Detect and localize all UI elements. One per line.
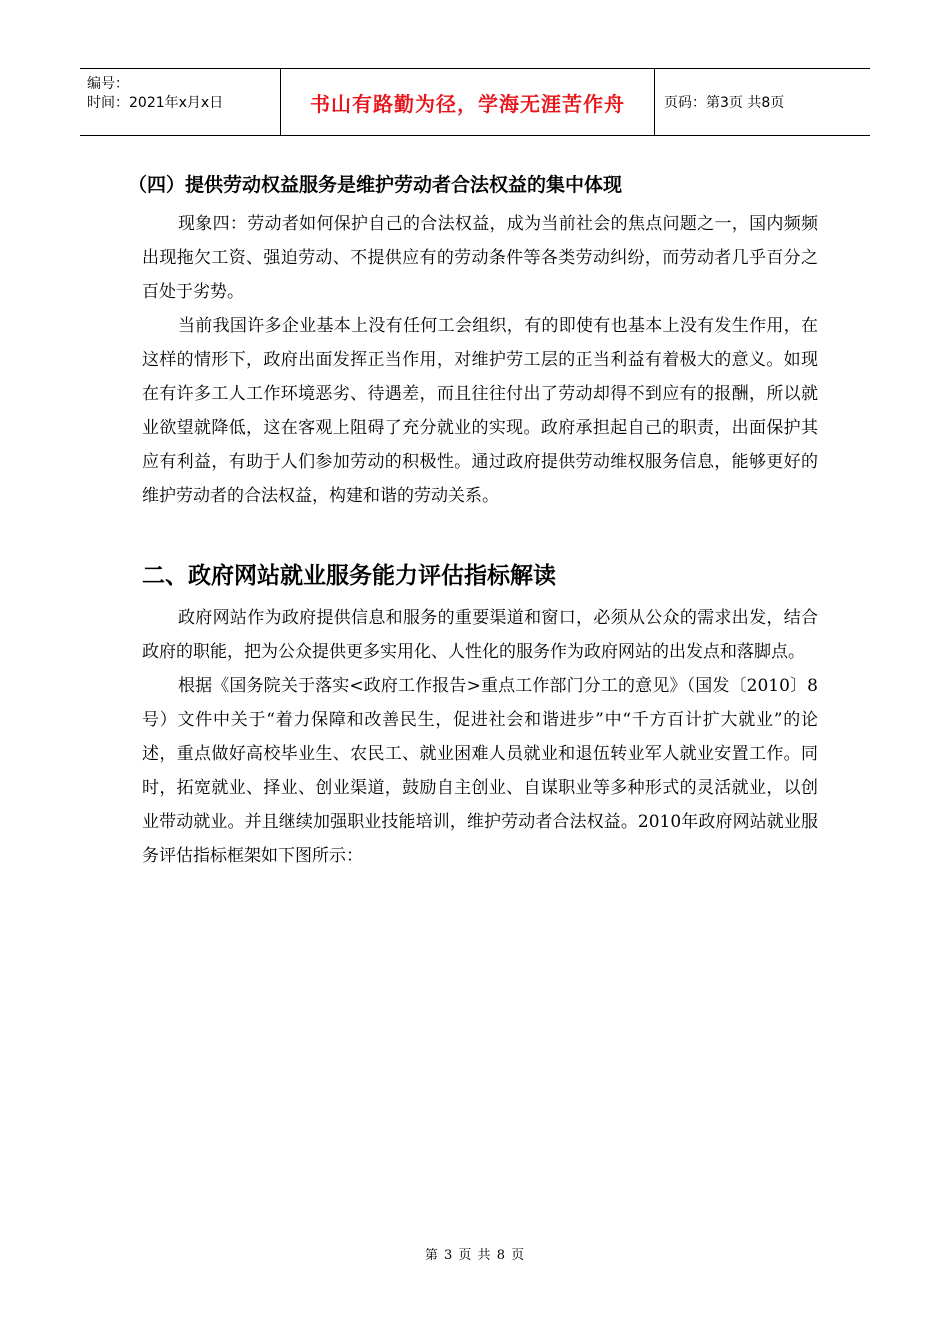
body-paragraph: 政府网站作为政府提供信息和服务的重要渠道和窗口，必须从公众的需求出发，结合政府的职能，把为公众提供更多实用化、人性化的服务作为政府网站的出发点和落脚点。 [142, 608, 818, 662]
section-subheading: （四）提供劳动权益服务是维护劳动者合法权益的集中体现 [128, 174, 623, 196]
header-motto: 书山有路勤为径，学海无涯苦作舟 [281, 69, 655, 135]
body-paragraph: 现象四：劳动者如何保护自己的合法权益，成为当前社会的焦点问题之一，国内频频出现拖欠工资、强迫劳动、不提供应有的劳动条件等各类劳动纠纷，而劳动者几乎百分之百处于劣势。 [142, 214, 818, 302]
page-footer: 第 3 页 共 8 页 [424, 1248, 526, 1263]
document-date-label: 时间：2021年x月x日 [87, 95, 224, 111]
header-page-info: 页码：第3页 共8页 [664, 95, 785, 111]
chapter-heading: 二、政府网站就业服务能力评估指标解读 [142, 563, 556, 589]
body-paragraph: 当前我国许多企业基本上没有任何工会组织，有的即使有也基本上没有发生作用，在这样的情形下，政府出面发挥正当作用，对维护劳工层的正当利益有着极大的意义。如现在有许多工人工作环境恶劣、待遇差，而且往往付出了劳动却得不到应有的报酬，所以就业欲望就降低，这在客观上阻碍了充分就业的实现。政府承担起自己的职责，出面保护其应有利益，有助于人们参加劳动的积极性。通过政府提供劳动维权服务信息，能够更好的维护劳动者的合法权益，构建和谐的劳动关系。 [142, 316, 818, 506]
document-body [128, 163, 818, 873]
body-paragraph: 根据《国务院关于落实<政府工作报告>重点工作部门分工的意见》（国发〔2010〕8号）文件中关于“着力保障和改善民生，促进社会和谐进步”中“千方百计扩大就业”的论述，重点做好高校毕业生、农民工、就业困难人员就业和退伍转业军人就业安置工作。同时，拓宽就业、择业、创业渠道，鼓励自主创业、自谋职业等多种形式的灵活就业，以创业带动就业。并且继续加强职业技能培训，维护劳动者合法权益。2010年政府网站就业服务评估指标框架如下图所示： [142, 676, 818, 866]
header-meta [80, 69, 281, 135]
document-number-label: 编号： [87, 76, 129, 92]
page-header [80, 68, 870, 136]
